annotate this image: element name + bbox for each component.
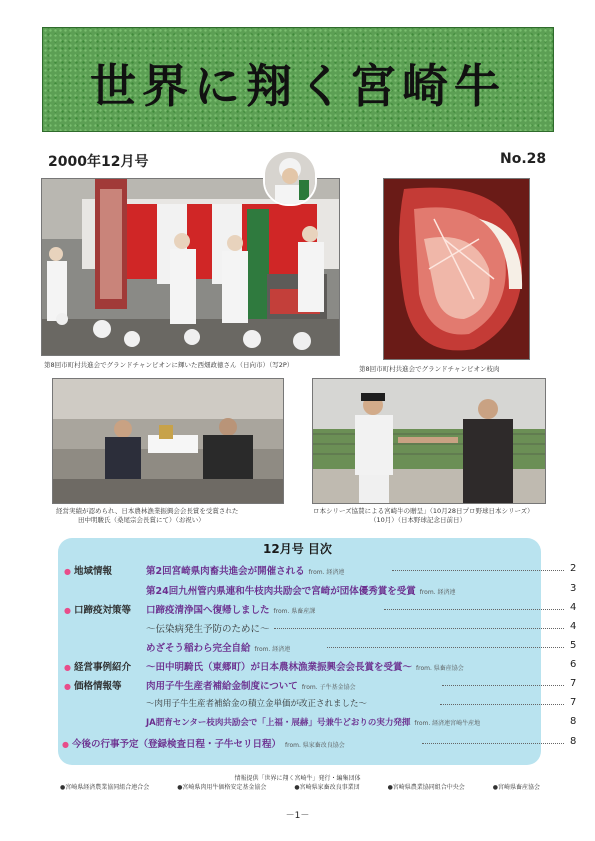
newsletter-title: 世界に翔く宮崎牛 (90, 59, 506, 113)
toc-page-number: 2 (570, 563, 577, 574)
toc-entry: ● 今後の行事予定（登録検査日程・子牛セリ日程） from. 県家畜改良協会 (62, 739, 345, 750)
toc-entry: めざそう稲わら完全自給 from. 経済連 (146, 643, 291, 654)
bullet-icon: ● (64, 663, 71, 672)
leader-dots (274, 628, 564, 629)
toc-entry: ～肉用子牛生産者補給金の積立金単価が改正されました～ (146, 699, 368, 709)
leader-dots (422, 743, 564, 744)
ceremony-photo-caption: 第8回市町村共進会でグランドチャンピオンに輝いた西畑政徳さん（日向市）（写2P） (44, 361, 294, 369)
award-photo-caption-line1: 経営実績が認められ、日本農林漁業振興会会長賞を受賞された (56, 507, 239, 515)
toc-entry: 肉用子牛生産者補給金制度について from. 子牛基金協会 (146, 681, 356, 692)
publisher-orgs (60, 782, 540, 791)
baseball-photo-caption-line2: （10月）（日本野球記念日前日） (370, 516, 467, 524)
toc-page-number: 6 (570, 659, 577, 670)
toc-page-number: 8 (570, 736, 577, 747)
leader-dots (442, 685, 564, 686)
toc-entry: ～伝染病発生予防のために～ (146, 624, 270, 635)
toc-entry: 第24回九州管内県連和牛枝肉共励会で宮崎が団体優秀賞を受賞 from. 経済連 (146, 586, 456, 597)
award-photo-caption-line2: 田中明駿氏（桑尾宗会長賞にて）（お祝い） (78, 516, 205, 524)
publisher-org: ●宮崎県肉用牛価格安定基金協会 (177, 784, 267, 791)
bullet-icon: ● (64, 606, 71, 615)
toc-category: ● 価格情報等 (64, 681, 122, 692)
toc-page-number: 5 (570, 640, 577, 651)
toc-category: ● 経営事例紹介 (64, 662, 131, 673)
toc-title: 12月号 目次 (263, 542, 332, 556)
issue-number: No.28 (500, 151, 547, 167)
toc-entry: 第2回宮崎県肉畜共進会が開催される from. 経済連 (146, 566, 345, 577)
leader-dots (392, 570, 564, 571)
leader-dots (327, 647, 564, 648)
beef-carcass-photo (383, 178, 530, 360)
toc-category: ● 地域情報 (64, 566, 112, 577)
toc-page-number: 7 (570, 678, 577, 689)
toc-page-number: 8 (570, 716, 577, 727)
publisher-org: ●宮崎県経済農業協同組合連合会 (60, 784, 150, 791)
bullet-icon: ● (64, 682, 71, 691)
toc-page-number: 3 (570, 583, 577, 594)
leader-dots (384, 609, 564, 610)
leader-dots (440, 704, 564, 705)
page-number: －1－ (285, 811, 310, 821)
publisher-org: ●宮崎県農業協同組合中央会 (387, 784, 465, 791)
publisher-org: ●宮崎県家畜改良事業団 (294, 784, 360, 791)
winner-portrait-inset (263, 150, 317, 206)
toc-entry: JA肥育センター枝肉共励会で「上福・展赫」号兼牛どおりの実力発揮 from. 経済連宮崎牛産地 (146, 718, 481, 728)
toc-entry: ～田中明騎氏（東郷町）が日本農林漁業振興会会長賞を受賞～ from. 県畜産協会 (146, 662, 464, 673)
bullet-icon: ● (62, 740, 69, 749)
toc-page-number: 7 (570, 697, 577, 708)
award-presentation-photo (52, 378, 284, 504)
toc-entry: 口蹄疫清浄国へ復帰しました from. 県畜産課 (146, 605, 316, 616)
title-banner (42, 27, 554, 132)
baseball-photo-caption-line1: ロ本シリーズ協賛による宮崎牛の贈呈」（10月28日プロ野球日本シリーズ） (313, 507, 534, 515)
toc-category: ● 口蹄疫対策等 (64, 605, 131, 616)
beef-photo-caption: 第8回市町村共進会でグランドチャンピオン枝肉 (359, 365, 500, 373)
toc-page-number: 4 (570, 621, 577, 632)
issue-date: 2000年12月号 (48, 154, 149, 170)
publisher-org: ●宮崎県畜産協会 (492, 784, 540, 791)
publisher-note: 情報提供「世界に翔く宮崎牛」発行・編集団体 (234, 775, 361, 782)
bullet-icon: ● (64, 567, 71, 576)
toc-page-number: 4 (570, 602, 577, 613)
baseball-handshake-photo (312, 378, 546, 504)
